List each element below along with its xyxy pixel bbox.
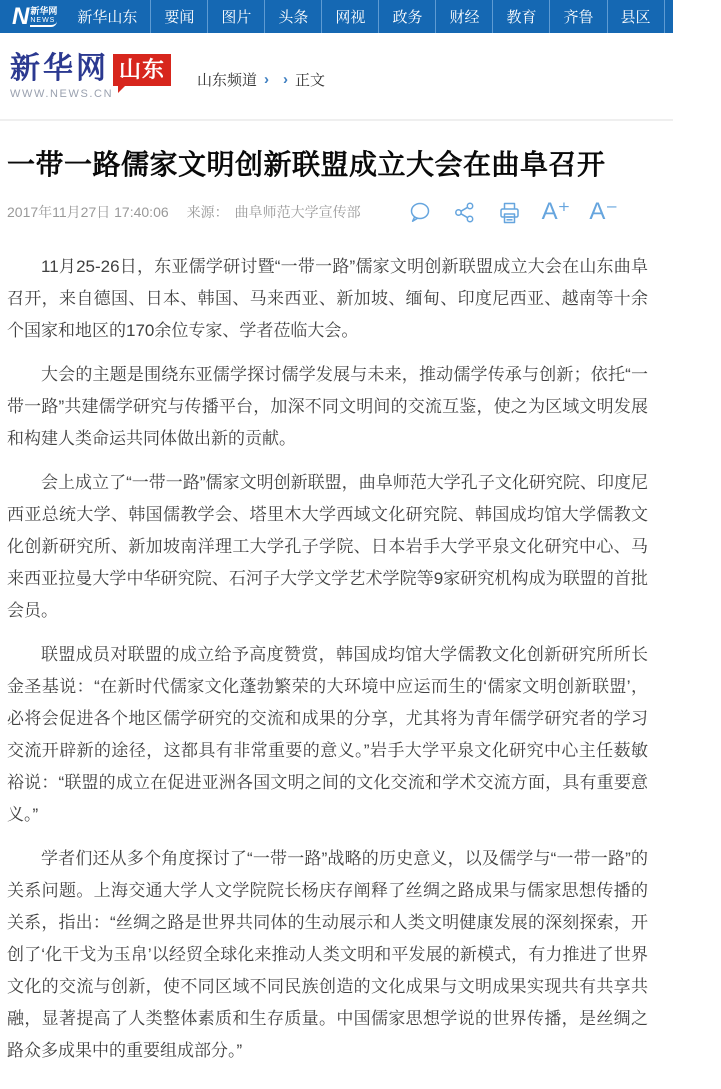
- nav-item-xinhua-shandong[interactable]: 新华山东: [77, 9, 138, 26]
- article-body: [7, 251, 648, 1067]
- shandong-badge: 山东: [113, 54, 171, 86]
- nav-item-tupian[interactable]: 图片: [207, 0, 264, 33]
- nav-item-xianqu[interactable]: 县区: [607, 0, 664, 33]
- breadcrumb-channel-link[interactable]: 山东频道: [197, 71, 258, 89]
- chevron-right-icon: ›: [283, 70, 289, 88]
- nav-item-lvyou[interactable]: 旅游: [664, 0, 721, 33]
- breadcrumb: [197, 69, 325, 90]
- font-increase-button[interactable]: A⁺: [541, 198, 571, 225]
- comment-button[interactable]: [407, 199, 433, 225]
- comment-icon: [407, 200, 432, 225]
- article: [0, 146, 673, 1089]
- nav-item-toutiao[interactable]: 头条: [264, 0, 321, 33]
- nav-item-wangshi[interactable]: 网视: [321, 0, 378, 33]
- print-button[interactable]: [497, 199, 523, 225]
- article-meta: [7, 202, 361, 222]
- nav-items: [71, 0, 720, 33]
- chevron-right-icon: ›: [264, 70, 270, 88]
- article-actions: [388, 199, 618, 225]
- brand-wordmark: 新华网: [10, 51, 109, 85]
- article-paragraph: 会上成立了“一带一路”儒家文明创新联盟，曲阜师范大学孔子文化研究院、印度尼西亚总统大学、韩国儒教学会、塔里木大学西域文化研究院、韩国成均馆大学儒教文化创新研究所、新加坡南洋理工大学孔子学院、日本岩手大学平泉文化研究中心、马来西亚拉曼大学中华研究院、石河子大学文学艺术学院等9家研究机构成为联盟的首批会员。: [7, 473, 648, 620]
- nav-item-caijing[interactable]: 财经: [435, 0, 492, 33]
- breadcrumb-current: 正文: [295, 71, 326, 89]
- article-paragraph: 11月25-26日，东亚儒学研讨暨“一带一路”儒家文明创新联盟成立大会在山东曲阜召开，来自德国、日本、韩国、马来西亚、新加坡、缅甸、印度尼西亚、越南等十余个国家和地区的170余位专家、学者莅临大会。: [7, 257, 648, 340]
- font-decrease-button[interactable]: A⁻: [589, 198, 618, 225]
- xinhuanet-logo-text: 新华网 NEWS: [30, 7, 57, 27]
- xinhuanet-logo-n: N: [12, 2, 29, 30]
- top-navigation: [0, 0, 708, 33]
- brand-url: WWW.NEWS.CN: [10, 87, 114, 100]
- print-icon: [497, 200, 522, 225]
- source-label: 来源：: [186, 204, 229, 220]
- share-icon: [452, 200, 477, 225]
- site-header: [0, 33, 673, 121]
- article-paragraph: 联盟成员对联盟的成立给予高度赞赏，韩国成均馆大学儒教文化创新研究所所长金圣基说：“在新时代儒家文化蓬勃繁荣的大环境中应运而生的‘儒家文明创新联盟’，必将会促进各个地区儒学研究的交流和成果的分享，尤其将为青年儒学研究者的学习交流开辟新的途径，这都具有非常重要的意义。”岩手大学平泉文化研究中心主任薮敏裕说：“联盟的成立在促进亚洲各国文明之间的文化交流和学术交流方面，具有重要意义。”: [7, 645, 648, 824]
- xinhuanet-logo[interactable]: [12, 2, 58, 30]
- source-name: 曲阜师范大学宣传部: [234, 204, 361, 220]
- share-button[interactable]: [452, 199, 478, 225]
- nav-item-qilu[interactable]: 齐鲁: [549, 0, 606, 33]
- article-paragraph: 学者们还从多个角度探讨了“一带一路”战略的历史意义，以及儒学与“一带一路”的关系问题。上海交通大学人文学院院长杨庆存阐释了丝绸之路成果与儒家思想传播的关系，指出：“丝绸之路是世界共同体的生动展示和人类文明健康发展的深刻探索，开创了‘化干戈为玉帛’以经贸全球化来推动人类文明和平发展的新模式，有力推进了世界文化的交流与创新，使不同区域不同民族创造的文化成果与文明成果实现共有共享共融，显著提高了人类整体素质和生存质量。中国儒家思想学说的世界传播，是丝绸之路众多成果中的重要组成部分。”: [7, 849, 648, 1060]
- publish-date: 2017年11月27日 17:40:06: [7, 204, 169, 220]
- article-title: 一带一路儒家文明创新联盟成立大会在曲阜召开: [7, 149, 606, 180]
- article-meta-row: [7, 197, 648, 227]
- article-paragraph: 大会的主题是围绕东亚儒学探讨儒学发展与未来，推动儒学传承与创新；依托“一带一路”共建儒学研究与传播平台，加深不同文明间的交流互鉴，使之为区域文明发展和构建人类命运共同体做出新的贡献。: [7, 365, 648, 448]
- nav-item-zhengwu[interactable]: 政务: [378, 0, 435, 33]
- xinhuanet-shandong-logo[interactable]: [10, 53, 171, 100]
- nav-item-yaowen[interactable]: 要闻: [150, 0, 207, 33]
- nav-item-jiaoyu[interactable]: 教育: [492, 0, 549, 33]
